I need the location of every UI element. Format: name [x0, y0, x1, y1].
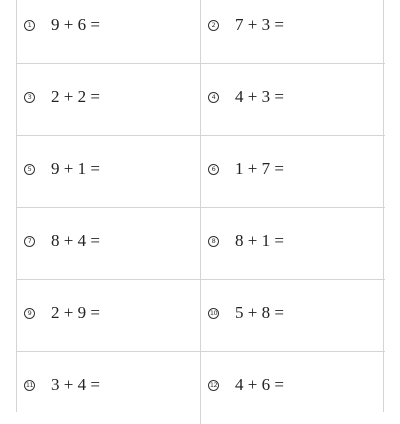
problem-expression: 4 + 3 =: [235, 87, 284, 106]
problem-number: 8: [208, 236, 219, 247]
problem-expression: 8 + 1 =: [235, 231, 284, 250]
problem-number: 1: [24, 20, 35, 31]
problem-expression: 8 + 4 =: [51, 231, 100, 250]
problem-number: 3: [24, 92, 35, 103]
problem-cell: [17, 64, 201, 136]
problem-number: 6: [208, 164, 219, 175]
problem-cell: [17, 0, 201, 64]
worksheet: [16, 0, 384, 412]
problem-expression: 3 + 4 =: [51, 375, 100, 394]
problem-cell: [201, 208, 385, 280]
problem-expression: 9 + 6 =: [51, 15, 100, 34]
problem-expression: 2 + 9 =: [51, 303, 100, 322]
problem-cell: [201, 64, 385, 136]
problem-expression: 7 + 3 =: [235, 15, 284, 34]
problem-number: 2: [208, 20, 219, 31]
problem-cell: [17, 208, 201, 280]
problem-row: [17, 0, 385, 64]
problem-cell: [17, 280, 201, 352]
problem-cell: [201, 0, 385, 64]
problem-cell: [201, 280, 385, 352]
problem-expression: 9 + 1 =: [51, 159, 100, 178]
problem-number: 5: [24, 164, 35, 175]
problem-row: [17, 280, 385, 352]
problem-row: [17, 136, 385, 208]
problem-cell: [17, 136, 201, 208]
problem-expression: 2 + 2 =: [51, 87, 100, 106]
problem-row: [17, 352, 385, 424]
problem-number: 10: [209, 309, 218, 317]
problem-number: 4: [208, 92, 219, 103]
problem-number: 12: [209, 381, 218, 389]
problem-cell: [17, 352, 201, 424]
problem-expression: 5 + 8 =: [235, 303, 284, 322]
problem-number: 11: [25, 381, 34, 389]
problem-number: 9: [24, 308, 35, 319]
problem-row: [17, 64, 385, 136]
problem-cell: [201, 352, 385, 424]
problem-row: [17, 208, 385, 280]
problem-expression: 1 + 7 =: [235, 159, 284, 178]
problem-cell: [201, 136, 385, 208]
problem-expression: 4 + 6 =: [235, 375, 284, 394]
problem-number: 7: [24, 236, 35, 247]
